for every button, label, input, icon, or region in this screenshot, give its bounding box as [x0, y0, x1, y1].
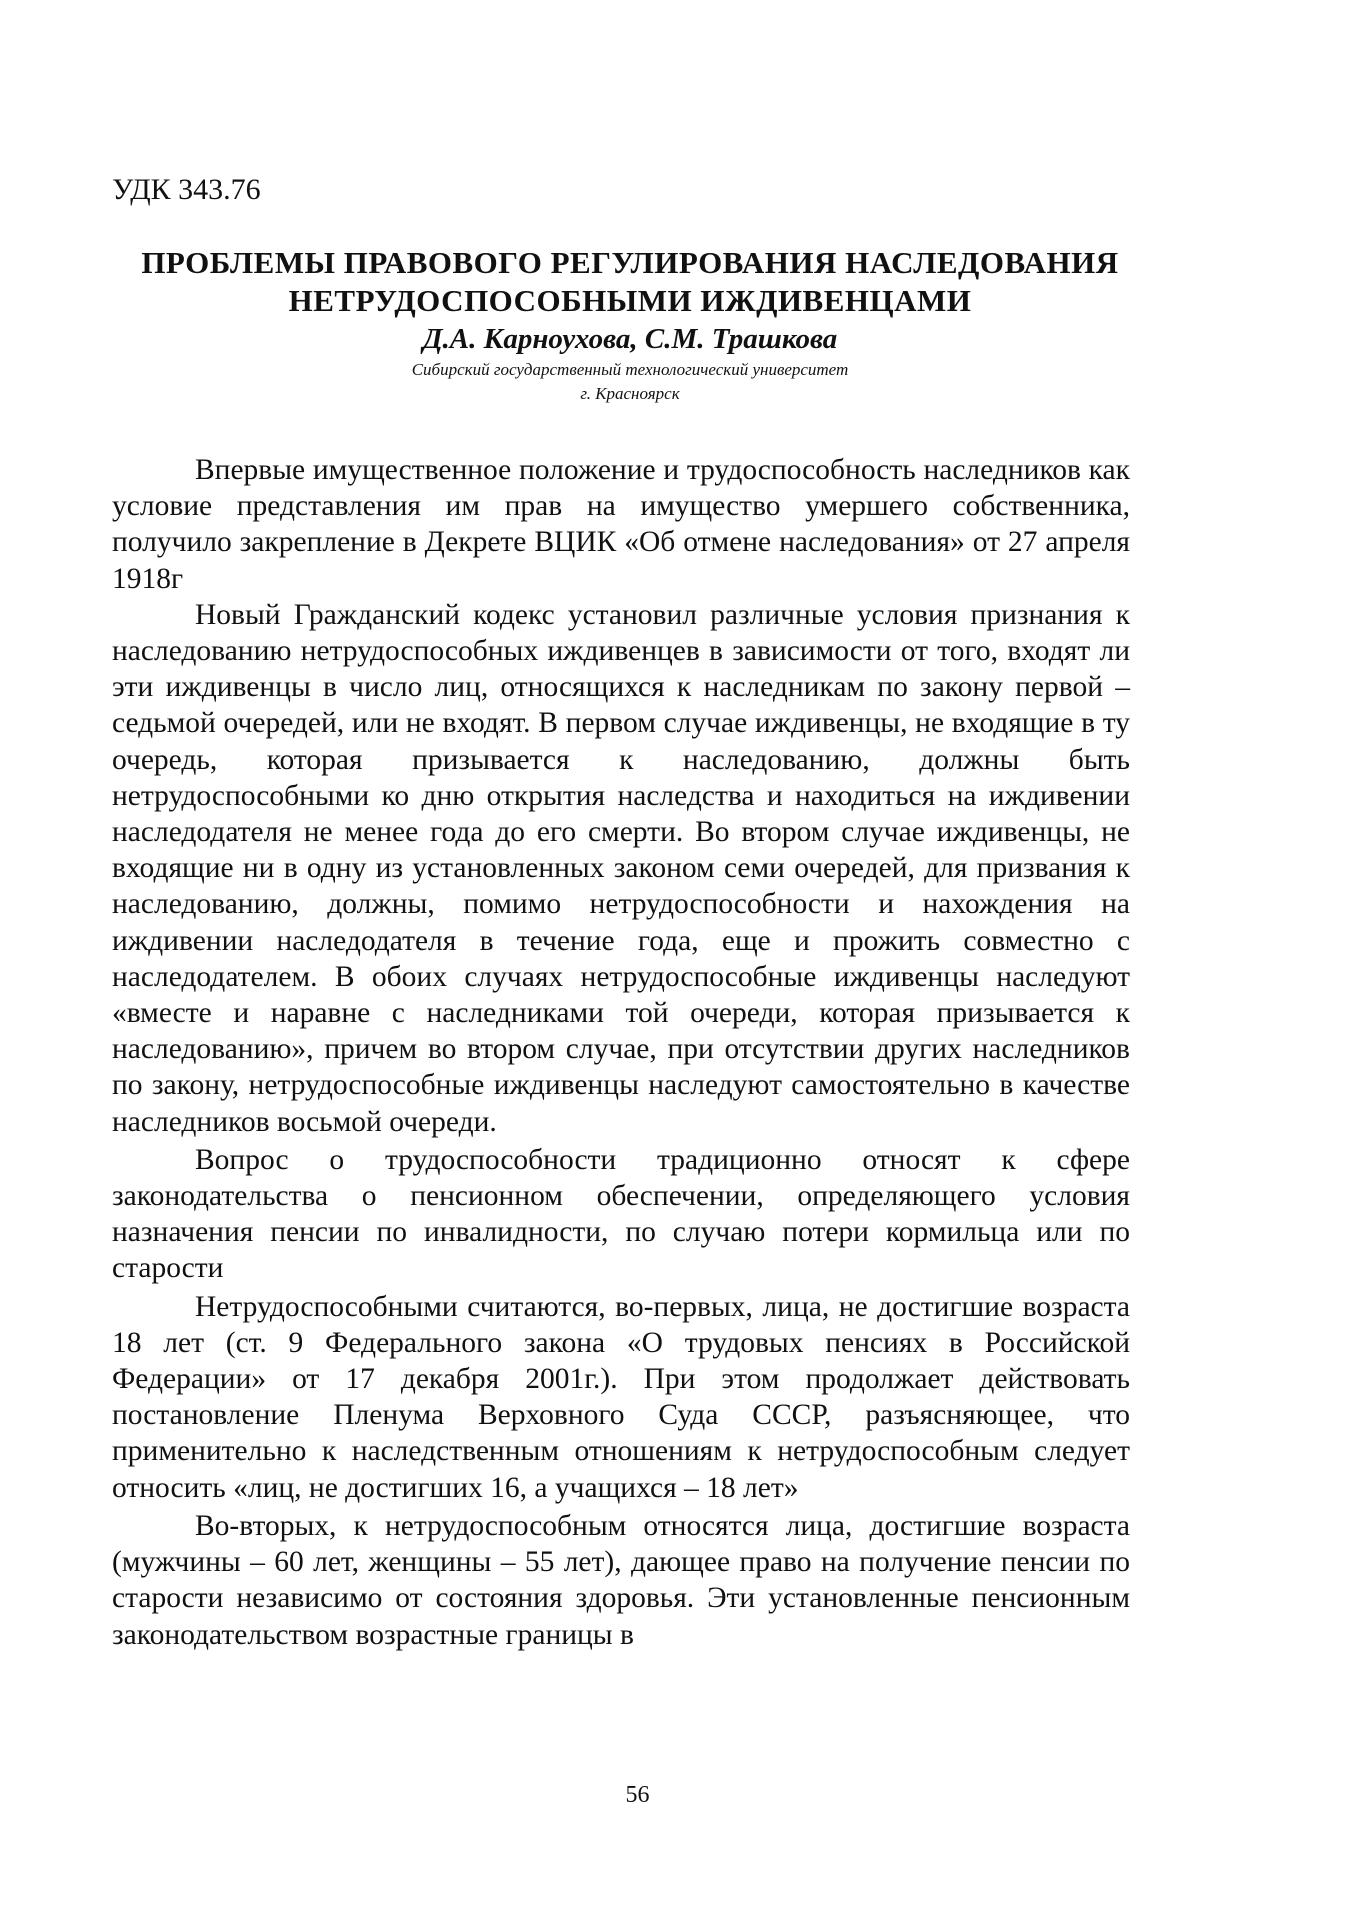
paragraph: Новый Гражданский кодекс установил различные условия признания к наследованию нетрудоспособных иждивенцев в зависимости от того, входят ли эти иждивенцы в число лиц, относящихся к наследникам по закону первой – седьмой очередей, или не входят. В первом случае иждивенцы, не входящие в ту очередь, которая призывается к наследованию, должны быть нетрудоспособными ко дню открытия наследства и находиться на иждивении наследодателя не менее года до его смерти. Во втором случае иждивенцы, не входящие ни в одну из установленных законом семи очередей, для призвания к наследованию, должны, помимо нетрудоспособности и нахождения на иждивении наследодателя в течение года, еще и прожить совместно с наследодателем. В обоих случаях нетрудоспособные иждивенцы наследуют «вместе и наравне с наследниками той очереди, которая призывается к наследованию», причем во втором случае, при отсутствии других наследников по закону, нетрудоспособные иждивенцы наследуют самостоятельно в качестве наследников восьмой очереди.: [112, 598, 1130, 1138]
affiliation: [100, 358, 1160, 406]
paragraph: Нетрудоспособными считаются, во-первых, лица, не достигшие возраста 18 лет (ст. 9 Федерального закона «О трудовых пенсиях в Российской Федерации» от 17 декабря 2001г.). При этом продолжает действовать постановление Пленума Верховного Суда СССР, разъясняющее, что применительно к наследственным отношениям к нетрудоспособным следует относить «лиц, не достигших 16, а учащихся – 18 лет»: [112, 1290, 1130, 1504]
affiliation-institution: Сибирский государственный технологический университет: [411, 360, 849, 379]
authors: Д.А. Карноухова, С.М. Трашкова: [422, 323, 838, 355]
paragraph: Во-вторых, к нетрудоспособным относятся лица, достигшие возраста (мужчины – 60 лет, женщины – 55 лет), дающее право на получение пенсии по старости независимо от состояния здоровья. Эти установленные пенсионным законодательством возрастные границы в: [112, 1509, 1130, 1651]
paragraph: Вопрос о трудоспособности традиционно относят к сфере законодательства о пенсионном обеспечении, определяющего условия назначения пенсии по инвалидности, по случаю потери кормильца или по старости: [112, 1143, 1130, 1285]
article-title: [100, 244, 1160, 320]
paragraph: Впервые имущественное положение и трудоспособность наследников как условие представления им прав на имущество умершего собственника, получило закрепление в Декрете ВЦИК «Об отмене наследования» от 27 апреля 1918г: [112, 454, 1130, 595]
page-number: 56: [625, 1782, 650, 1808]
title-line-2: НЕТРУДОСПОСОБНЫМИ ИЖДИВЕНЦАМИ: [288, 283, 972, 318]
udk-code: УДК 343.76: [112, 173, 261, 206]
title-line-1: ПРОБЛЕМЫ ПРАВОВОГО РЕГУЛИРОВАНИЯ НАСЛЕДОВАНИЯ: [141, 245, 1119, 280]
affiliation-city: г. Красноярск: [580, 384, 680, 403]
article-body: [112, 452, 1130, 1653]
